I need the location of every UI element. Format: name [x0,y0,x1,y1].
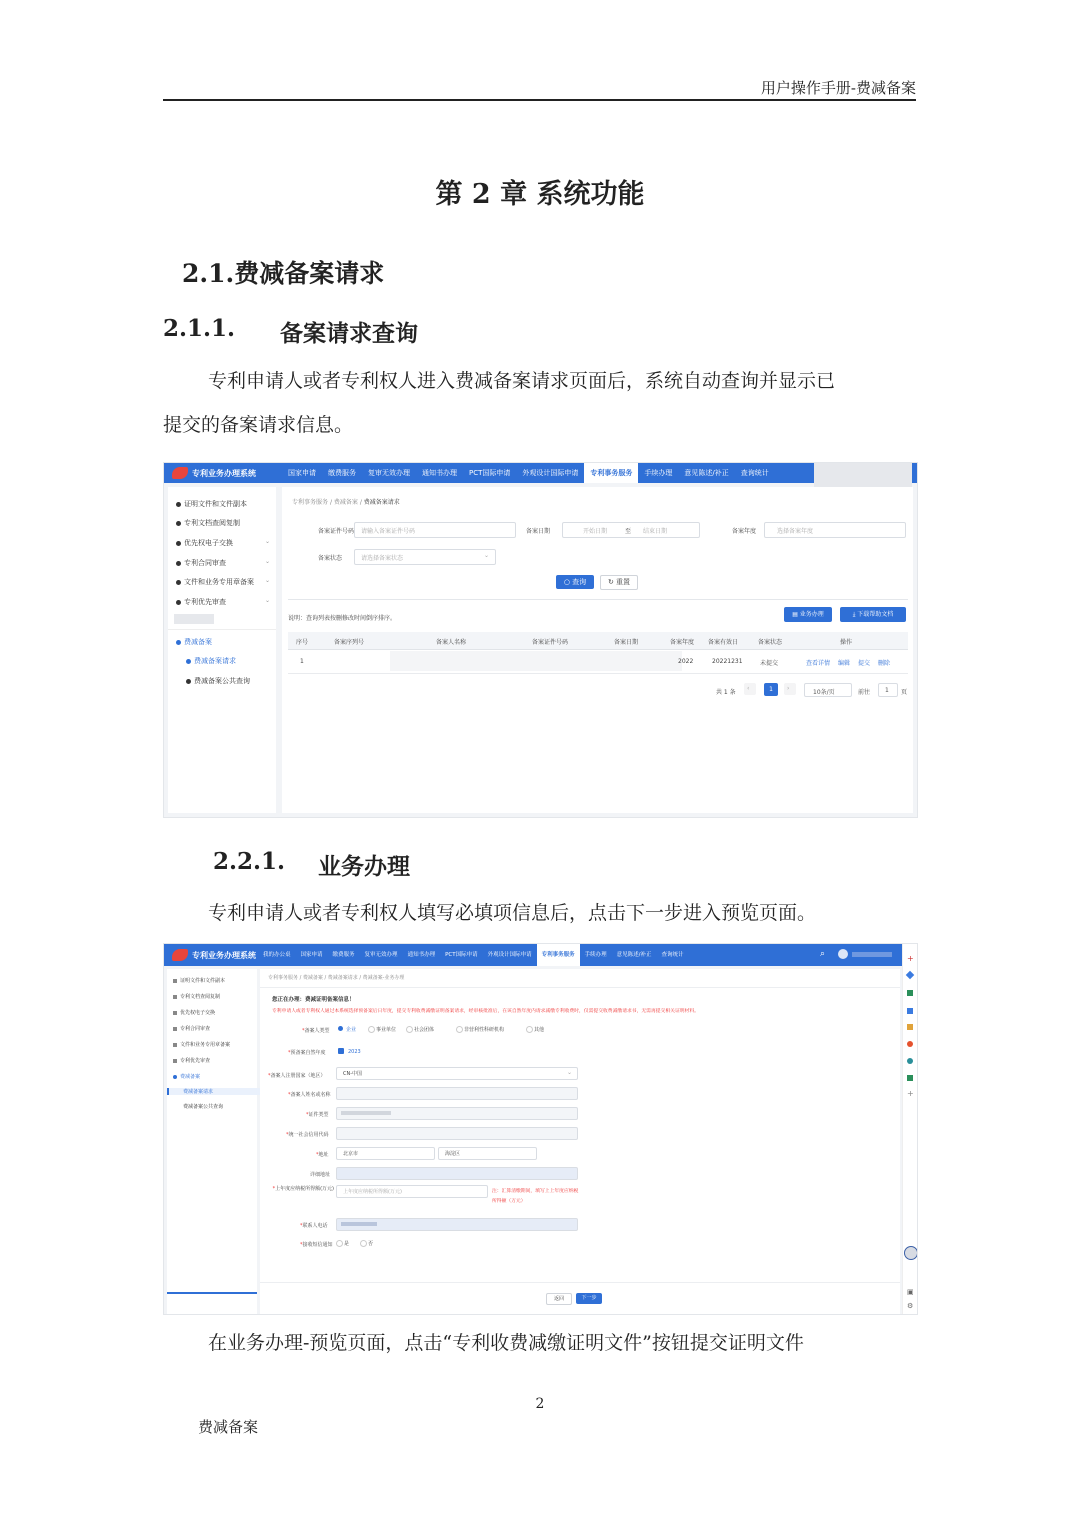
sidebar-item-label: 证明文件和文件副本 [180,978,226,984]
cert-type-label: *证件类型 [306,1112,329,1118]
closing-paragraph: 在业务办理-预览页面，点击“专利收费减缴证明文件”按钮提交证明文件 [208,1332,804,1354]
sidebar-sub-label: 费减备案请求 [194,657,236,665]
type-option-label: 社会团体 [414,1027,435,1033]
plus-icon[interactable]: + [907,954,914,963]
logo-icon [172,949,188,961]
notify-yes-radio[interactable] [336,1240,343,1247]
nav-item[interactable]: 复审无效办理 [368,469,410,477]
year-checkbox[interactable] [338,1048,344,1054]
sidebar-group-label: 费减备案 [180,1074,201,1080]
sidebar-sub-label: 费减备案请求 [183,1089,214,1095]
nav-item[interactable]: 手续办理 [584,952,607,958]
sidebar-item[interactable] [176,538,233,548]
document-icon: ▤ [792,611,798,618]
nav-item[interactable]: 查询统计 [661,952,684,958]
sidebar-item[interactable] [173,1009,215,1016]
nav-item[interactable]: 通知书办理 [422,469,457,477]
chevron-down-icon: ⌄ [264,597,270,604]
sidebar-item[interactable] [176,518,240,528]
sidebar-item-label: 证明文件和文件副本 [184,500,247,508]
bullet-icon [176,521,181,526]
sidebar-group-fee-reduction[interactable] [173,1073,200,1080]
date-range-input[interactable]: 开始日期 至 结束日期 [562,522,700,538]
breadcrumb: 专利事务服务 / 费减备案 / 费减备案请求 [292,499,400,506]
table-header-cell: 备案证件号码 [532,639,569,646]
year-label-2: *预备案自然年度 [288,1050,326,1056]
income-note: 注：汇算清缴期间，填写上上年度应纳税所得额（万元） [492,1189,579,1204]
table-header-cell: 备案状态 [758,639,783,646]
sms-notify-label: *接收短信通知 [300,1242,333,1248]
sidebar-sub-label: 费减备案公共查询 [183,1104,224,1110]
nav-item[interactable]: 国家申请 [300,952,323,958]
page-unit: 页 [901,689,908,696]
bullet-icon [176,541,181,546]
notice-text: 专利申请人或者专利权人通过本系统选择预备案后日年度，提交专利收费减缴证明备案请求，经审核批准后，在该自然年度内请求减缴专利收费时，仅需提交收费减缴请求书，无需再提交相关证明材料。 [272,1009,699,1014]
type-radio[interactable] [338,1026,343,1031]
folder-icon [173,1059,177,1063]
section-2-2-1-num: 2.2.1. [213,848,286,875]
sidebar-divider [168,629,276,630]
table-header-cell: 备案有效日 [708,639,739,646]
main-panel-2: 专利事务服务 / 费减备案 / 费减备案请求 / 费减备案-业务办理 您正在办理：费减证明备案信息！ 专利申请人或者专利权人通过本系统选择预备案后日年度，提交专利收费减缴证明备案请求，经审核批准后，在该自然年度内请求减缴专利收费时，仅需提交收费减缴请求书，无需再提交相关证明材料。 *备案人类型 企业 事业单位 社会团体 非营利性科研机构 其他 *预备案自然年度 2023 *备案人注册国家（地区） CN-中国 ⌄ *备案人姓名或名称 *证件类型 *统一社会信用代码 *地址 北京市 海淀区 详细地址 *上年度应纳税所得额(万元) 上年度应纳税所得额(万元) 注：汇算清缴期间，填写上上年度应纳税所得额（万元） *联系人电话 *接收短信通知 是 否 返回 下一步 [260,969,900,1314]
chevron-down-icon: ⌄ [566,1069,572,1076]
sidebar-item[interactable] [173,993,220,1000]
contact-phone-label: *联系人电话 [300,1223,328,1229]
folder-icon [173,1027,177,1031]
refresh-icon: ↻ [607,578,614,586]
nav-item[interactable]: 复审无效办理 [364,952,398,958]
main-panel [282,487,913,813]
query-button[interactable]: ○ 查询 [556,575,594,589]
goto-page-input[interactable]: 1 [878,683,898,697]
chapter-title: 第 2 章 系统功能 [435,179,645,210]
search-icon: ○ [563,578,570,586]
nav-item[interactable]: 手续办理 [644,469,673,477]
type-radio[interactable] [456,1026,463,1033]
redacted-username [852,952,892,957]
person-icon[interactable] [907,1008,913,1014]
top-navbar [164,463,917,483]
tool-icon[interactable] [907,1024,913,1030]
page-1-button[interactable]: 1 [764,683,778,696]
bullet-icon [176,640,181,645]
reset-button[interactable]: ↻ 重置 [600,575,638,590]
sidebar-item-label: 专利优先审查 [184,598,226,606]
redacted-cells [390,651,682,671]
sidebar-item[interactable] [173,977,225,984]
view-detail-link[interactable]: 查看详情 [806,660,831,667]
footer-name: 费减备案 [198,1418,259,1436]
year-value: 2023 [348,1049,361,1055]
year-picker[interactable]: 选择备案年度 [764,522,906,538]
date-label: 备案日期 [526,528,551,535]
nav-item[interactable]: 意见陈述/补正 [684,469,729,477]
chevron-down-icon: ⌄ [264,538,270,545]
sidebar-item-label: 专利文档查阅复制 [184,519,240,527]
city-select[interactable]: 北京市 [336,1147,435,1160]
income-input[interactable]: 上年度应纳税所得额(万元) [336,1185,488,1198]
contact-phone-field[interactable] [336,1218,578,1231]
type-label: *备案人类型 [302,1028,330,1034]
nav-item[interactable]: 缴费服务 [332,952,355,958]
sidebar-group-label: 费减备案 [184,638,212,646]
table-header-cell: 备案人名称 [436,639,467,646]
bullet-icon [176,561,181,566]
table-header [288,632,908,650]
folder-icon [173,1011,177,1015]
prev-page-button[interactable]: ‹ [744,683,756,695]
nav-item[interactable]: 查询统计 [740,469,769,477]
business-button[interactable]: ▤ 业务办理 [784,607,832,622]
nav-item[interactable]: 意见陈述/补正 [616,952,652,958]
sidebar-sub-item-request[interactable] [186,656,236,666]
system-logo: 专利业务办理系统 [172,466,256,480]
table-header-cell: 操作 [840,639,853,646]
status-label: 备案状态 [318,555,343,562]
nav-item[interactable]: PCT国际申请 [469,469,511,477]
avatar[interactable] [838,949,848,959]
window-icon[interactable]: ▣ [907,1288,914,1296]
header-title: 用户操作手册-费减备案 [760,79,916,97]
table-row[interactable]: 1 2022 20221231 未提交 查看详情 编辑 提交 删除 [288,649,908,674]
top-navbar-2 [164,944,917,966]
sidebar-item-label: 专利合同审查 [180,1026,211,1032]
sidebar-item[interactable] [173,1057,210,1064]
para-2-2-1: 专利申请人或者专利权人填写必填项信息后，点击下一步进入预览页面。 [208,902,817,924]
type-radio[interactable] [406,1026,413,1033]
district-select[interactable]: 海淀区 [438,1147,537,1160]
tag-icon[interactable] [906,971,914,979]
delete-link[interactable]: 删除 [878,660,891,667]
briefcase-icon[interactable] [907,990,913,996]
sidebar-2 [167,969,257,1314]
chevron-down-icon: ⌄ [264,577,270,584]
office-icon[interactable] [907,1041,913,1047]
sidebar-item-label: 专利文档查阅复制 [180,994,221,1000]
name-field[interactable] [336,1087,578,1100]
tree-icon[interactable] [907,1075,913,1081]
notice-title: 您正在办理：费减证明备案信息！ [272,997,355,1003]
folder-icon [173,1043,177,1047]
section-2-2-1-title: 业务办理 [318,853,410,880]
sidebar-item[interactable] [173,1025,210,1032]
country-select[interactable]: CN-中国 ⌄ [336,1067,578,1080]
assistant-avatar-icon[interactable] [904,1246,918,1260]
sidebar-group-fee-reduction[interactable] [176,637,212,647]
sidebar-item[interactable] [176,558,226,568]
type-option-label: 企业 [346,1027,357,1033]
bullet-icon [186,679,191,684]
list-note: 说明：查询列表按删修改时间倒序排序。 [288,615,397,622]
edit-link[interactable]: 编辑 [838,660,851,667]
type-option-label: 非营利性科研机构 [464,1027,505,1033]
page-number: 2 [535,1396,545,1412]
cert-type-select[interactable] [336,1107,578,1120]
type-radio[interactable] [526,1026,533,1033]
sidebar-item-label: 专利合同审查 [184,559,226,567]
bullet-icon [173,1075,177,1079]
sidebar-item-label: 文件和业务专用章备案 [180,1042,231,1048]
nav-item[interactable]: 缴费服务 [328,469,356,477]
type-radio[interactable] [368,1026,375,1033]
sidebar-item-label: 优先权电子交换 [180,1010,216,1016]
type-option-label: 事业单位 [376,1027,397,1033]
browser-side-toolbar [902,944,918,1314]
back-button[interactable]: 返回 [546,1293,572,1305]
folder-icon [173,995,177,999]
nav-item[interactable]: 专利事务服务 [584,463,638,483]
bullet-icon [186,659,191,664]
sidebar-sub-item-public[interactable] [186,676,250,686]
screenshot-business-form [163,943,918,1315]
download-icon: ⤓ [852,611,856,618]
logo-icon [172,467,188,479]
folder-icon [173,979,177,983]
bullet-icon [176,600,181,605]
sidebar-item[interactable] [176,597,226,607]
type-option-label: 其他 [534,1027,545,1033]
next-step-button[interactable]: 下一步 [576,1293,602,1304]
section-2-1-title: 2.1.费减备案请求 [182,259,385,288]
address-label: *地址 [316,1152,329,1158]
sidebar-item-label: 优先权电子交换 [184,539,233,547]
page-header [163,77,916,101]
sidebar-sub-label: 费减备案公共查询 [194,677,250,685]
bullet-icon [176,580,181,585]
cert-no-input[interactable]: 请输入备案证件号码 [354,522,516,538]
table-header-cell: 备案序列号 [334,639,365,646]
chevron-down-icon: ⌄ [483,552,489,559]
sidebar [168,487,276,813]
pager-total: 共 1 条 [716,689,736,696]
nav-item[interactable]: 国家申请 [288,469,316,477]
para-line-2: 提交的备案请求信息。 [163,414,354,436]
submit-link[interactable]: 提交 [858,660,871,667]
main-nav [282,463,775,483]
page-size-select[interactable]: 10条/页 [804,683,852,697]
gear-icon[interactable]: ⚙ [907,1302,914,1310]
chevron-down-icon: ⌄ [264,558,270,565]
nav-item[interactable]: 我的办公桌 [263,952,291,958]
name-label: *备案人姓名或名称 [288,1092,331,1098]
sidebar-scroll-indicator [167,1292,257,1294]
credit-code-label: *统一社会信用代码 [286,1132,329,1138]
sidebar-sub-item-request[interactable] [167,1088,269,1095]
nav-item[interactable]: 专利事务服务 [537,944,580,966]
sidebar-item[interactable] [173,1041,230,1048]
para-line-1: 专利申请人或者专利权人进入费减备案请求页面后，系统自动查询并显示已 [208,370,836,392]
main-nav-2 [258,944,689,966]
goto-label: 前往 [858,689,871,696]
section-2-1-1-title: 备案请求查询 [280,320,418,347]
year-label: 备案年度 [732,528,757,535]
section-2-1-1-num: 2.1.1. [163,315,236,342]
table-header-cell: 序号 [296,639,309,646]
bullet-icon [176,502,181,507]
table-header-cell: 备案日期 [614,639,639,646]
detail-address-label: 详细地址 [310,1172,331,1178]
sidebar-item-label: 专利优先审查 [180,1058,211,1064]
globe-icon[interactable] [907,1058,913,1064]
income-label: *上年度应纳税所得额(万元) [272,1186,334,1192]
breadcrumb-2: 专利事务服务 / 费减备案 / 费减备案请求 / 费减备案-业务办理 [268,975,405,981]
sidebar-item[interactable] [176,499,247,509]
detail-address-field[interactable] [336,1167,578,1180]
credit-code-field[interactable] [336,1127,578,1140]
sidebar-item-label: 文件和业务专用章备案 [184,578,254,586]
nav-item[interactable]: PCT国际申请 [445,952,478,958]
nav-item[interactable]: 通知书办理 [407,952,436,958]
download-help-button[interactable]: ⤓ 下载帮助文档 [840,607,906,622]
country-label: *备案人注册国家（地区） [268,1073,326,1079]
redacted-sidebar-item [174,614,214,624]
system-logo-2: 专利业务办理系统 [172,948,256,962]
cert-no-label: 备案证件号码 [318,528,355,535]
table-header-cell: 备案年度 [670,639,695,646]
sidebar-item[interactable] [176,577,254,587]
status-select[interactable]: 请选择备案状态 ⌄ [354,549,496,565]
nav-item[interactable]: 外观设计国际申请 [487,952,532,958]
next-page-button[interactable]: › [784,683,796,695]
divider [288,599,908,600]
sidebar-sub-item-public[interactable] [183,1103,223,1110]
notify-no-radio[interactable] [360,1240,367,1247]
screenshot-record-query [163,462,918,818]
add-icon[interactable]: + [907,1089,914,1098]
search-icon[interactable]: ⌕ [820,949,826,959]
nav-item[interactable]: 外观设计国际申请 [522,469,579,477]
